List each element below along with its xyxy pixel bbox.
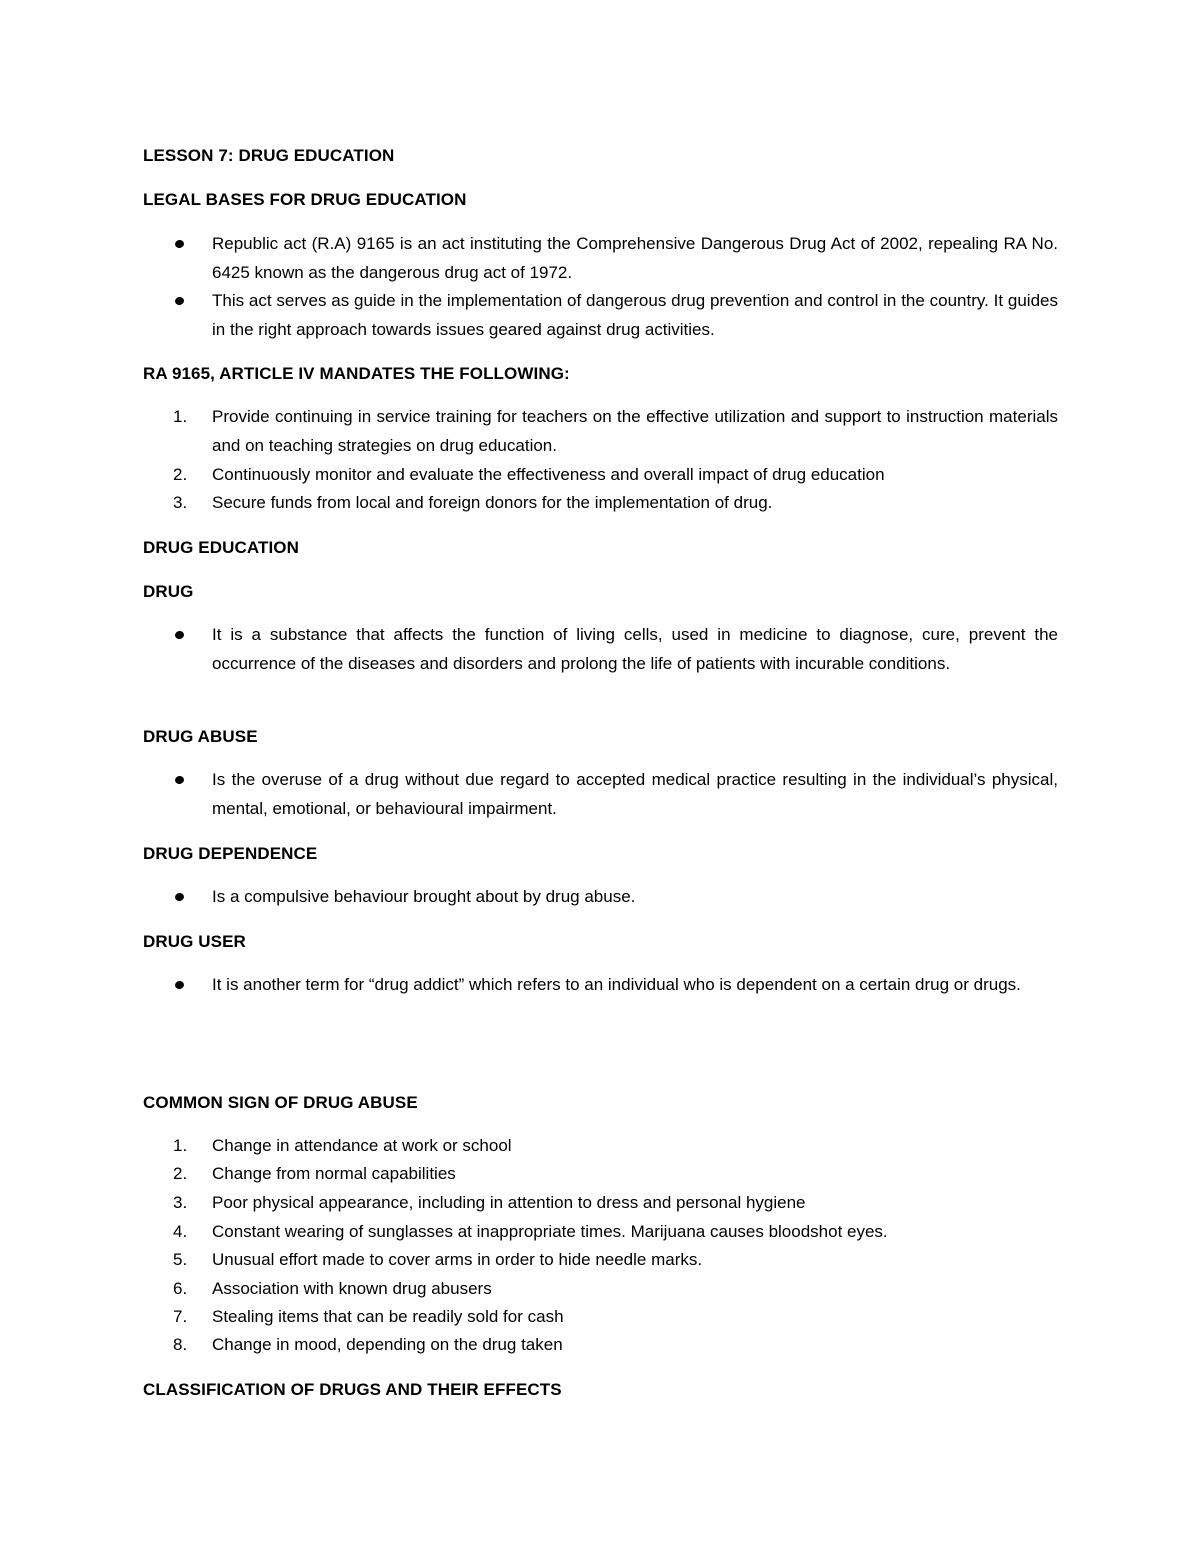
bullet-icon xyxy=(174,239,185,249)
list-item xyxy=(143,1189,1058,1218)
bullet-icon xyxy=(174,980,185,990)
list-item xyxy=(143,403,1058,460)
legal-bases-heading: LEGAL BASES FOR DRUG EDUCATION xyxy=(143,190,467,209)
bullet-icon xyxy=(174,630,185,640)
list-number: 2. xyxy=(173,1164,188,1183)
list-item xyxy=(143,971,1058,1000)
list-text: Stealing items that can be readily sold for cash xyxy=(212,1307,564,1326)
list-item xyxy=(143,287,1058,344)
list-item xyxy=(143,489,1058,518)
bullet-text: It is a substance that affects the function of living cells, used in medicine to diagnose, cure, prevent the occurrence of the diseases and disorders and prolong the life of patients with incurable conditions. xyxy=(212,625,1058,673)
list-item xyxy=(143,1303,1058,1332)
list-item xyxy=(143,1160,1058,1189)
list-text: Constant wearing of sunglasses at inappropriate times. Marijuana causes bloodshot eyes. xyxy=(212,1222,888,1241)
lesson-title: LESSON 7: DRUG EDUCATION xyxy=(143,146,395,165)
list-text: Change from normal capabilities xyxy=(212,1164,456,1183)
list-number: 3. xyxy=(173,1193,188,1212)
list-text: Poor physical appearance, including in attention to dress and personal hygiene xyxy=(212,1193,806,1212)
classification-heading: CLASSIFICATION OF DRUGS AND THEIR EFFECTS xyxy=(143,1380,562,1399)
list-number: 5. xyxy=(173,1250,188,1269)
bullet-text: This act serves as guide in the implementation of dangerous drug prevention and control in the country. It guides in the right approach towards issues geared against drug activities. xyxy=(212,291,1058,339)
list-item xyxy=(143,1275,1058,1304)
list-number: 1. xyxy=(173,407,188,426)
list-item xyxy=(143,461,1058,490)
list-text: Association with known drug abusers xyxy=(212,1279,492,1298)
list-number: 8. xyxy=(173,1335,188,1354)
list-number: 6. xyxy=(173,1279,188,1298)
drug-education-heading: DRUG EDUCATION xyxy=(143,538,299,557)
list-item xyxy=(143,883,1058,912)
bullet-icon xyxy=(174,892,185,902)
list-text: Provide continuing in service training for teachers on the effective utilization and support to instruction materials and on teaching strategies on drug education. xyxy=(212,407,1058,455)
list-text: Change in mood, depending on the drug taken xyxy=(212,1335,563,1354)
bullet-icon xyxy=(174,775,185,785)
list-text: Unusual effort made to cover arms in order to hide needle marks. xyxy=(212,1250,703,1269)
mandates-heading: RA 9165, ARTICLE IV MANDATES THE FOLLOWING: xyxy=(143,364,570,383)
list-text: Change in attendance at work or school xyxy=(212,1136,512,1155)
list-item xyxy=(143,1246,1058,1275)
drug-user-heading: DRUG USER xyxy=(143,932,246,951)
common-signs-heading: COMMON SIGN OF DRUG ABUSE xyxy=(143,1093,418,1112)
list-item xyxy=(143,1132,1058,1161)
list-item xyxy=(143,1218,1058,1247)
list-number: 4. xyxy=(173,1222,188,1241)
bullet-icon xyxy=(174,296,185,306)
bullet-text: Is the overuse of a drug without due regard to accepted medical practice resulting in the individual’s physical, mental, emotional, or behavioural impairment. xyxy=(212,770,1058,818)
list-number: 2. xyxy=(173,465,188,484)
drug-dependence-heading: DRUG DEPENDENCE xyxy=(143,844,318,863)
bullet-text: Is a compulsive behaviour brought about by drug abuse. xyxy=(212,887,636,906)
list-number: 7. xyxy=(173,1307,188,1326)
drug-abuse-heading: DRUG ABUSE xyxy=(143,727,258,746)
list-text: Continuously monitor and evaluate the effectiveness and overall impact of drug education xyxy=(212,465,885,484)
list-text: Secure funds from local and foreign donors for the implementation of drug. xyxy=(212,493,773,512)
list-item xyxy=(143,1331,1058,1360)
list-item xyxy=(143,230,1058,287)
bullet-text: It is another term for “drug addict” which refers to an individual who is dependent on a certain drug or drugs. xyxy=(212,975,1021,994)
list-item xyxy=(143,621,1058,678)
list-number: 3. xyxy=(173,493,188,512)
bullet-text: Republic act (R.A) 9165 is an act instituting the Comprehensive Dangerous Drug Act of 2002, repealing RA No. 6425 known as the dangerous drug act of 1972. xyxy=(212,234,1058,282)
list-number: 1. xyxy=(173,1136,188,1155)
list-item xyxy=(143,766,1058,823)
drug-heading: DRUG xyxy=(143,582,194,601)
